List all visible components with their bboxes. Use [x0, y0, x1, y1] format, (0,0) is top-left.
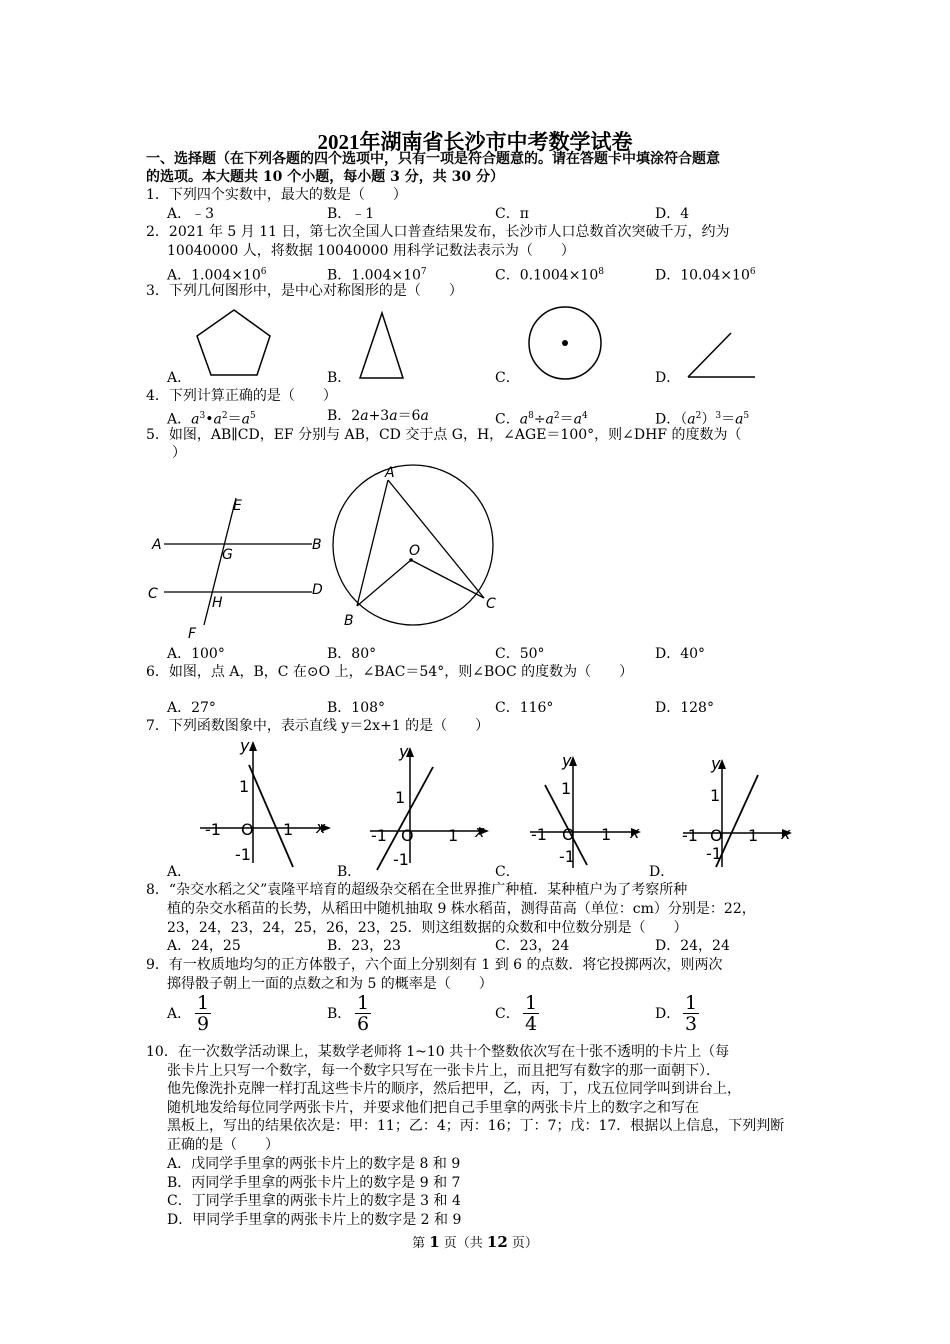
q5-stem-line2: ）	[172, 445, 186, 461]
circle-figure	[524, 303, 606, 385]
origin: O	[710, 826, 723, 845]
q5-option-b: B．80°	[327, 646, 377, 662]
q9-option-c-fraction: 1 4	[524, 992, 538, 1035]
q9-option-d-fraction: 1 3	[684, 992, 698, 1035]
tick-1: 1	[748, 826, 759, 845]
q1-option-d: D．4	[655, 206, 690, 222]
circle-o-figure	[330, 460, 505, 635]
section-heading-line2: 的选项。本大题共 10 个小题，每小题 3 分，共 30 分）	[146, 169, 504, 185]
q9-option-a-label: A．	[167, 1006, 192, 1022]
tick-neg1: -1	[559, 847, 575, 866]
q2-option-b: B．$1.004\times 10^7$	[327, 267, 427, 284]
tick-neg1: -1	[393, 850, 409, 869]
q4-option-b: B．2a+3a＝6a	[327, 408, 429, 424]
label-a: A	[385, 465, 395, 481]
x-label: x	[781, 824, 791, 843]
q10-stem-line1: 10．在一次数学活动课上，某数学老师将 1~10 共十个整数依次写在十张不透明的卡片上（每	[146, 1044, 730, 1060]
section-heading-line1: 一、选择题（在下列各题的四个选项中，只有一项是符合题意的。请在答题卡中填涂符合题意	[146, 151, 720, 167]
q4-option-a: A．$a^3•a^2=a^5$	[167, 411, 256, 428]
q10-option-c: C．丁同学手里拿的两张卡片上的数字是 3 和 4	[167, 1193, 461, 1209]
label-o: O	[409, 543, 421, 559]
tick-1: 1	[710, 786, 721, 805]
q10-stem-line6: 正确的是（ ）	[167, 1137, 279, 1153]
q2-stem-line2: 10040000 人，将数据 10040000 用科学记数法表示为（ ）	[167, 243, 575, 259]
tick-1: 1	[395, 788, 406, 807]
q2-option-a: A．$1.004\times 10^6$	[167, 267, 267, 284]
label-d: D	[312, 582, 323, 598]
q7-option-b: B．	[337, 864, 362, 880]
q3-option-d: D．	[655, 370, 681, 386]
q5-option-d: D．40°	[655, 646, 706, 662]
tick-1: 1	[601, 825, 612, 844]
label-g: G	[222, 547, 233, 563]
q1-option-b: B．﹣1	[327, 206, 375, 222]
graph-a	[195, 735, 335, 870]
triangle-figure	[355, 308, 410, 383]
q10-stem-line3: 他先像洗扑克牌一样打乱这些卡片的顺序，然后把甲，乙，丙，丁，戊五位同学叫到讲台上，	[167, 1081, 741, 1097]
parallel-lines-figure	[140, 490, 340, 640]
q2-stem-line1: 2．2021 年 5 月 11 日，第七次全国人口普查结果发布，长沙市人口总数首次突破千万，约为	[146, 224, 730, 240]
q6-option-b: B．108°	[327, 700, 386, 716]
tick-neg1: -1	[235, 845, 251, 864]
q10-stem-line4: 随机地发给每位同学两张卡片，并要求他们把自己手里拿的两张卡片上的数字之和写在	[167, 1100, 699, 1116]
q7-stem: 7．下列函数图象中，表示直线 y＝2x+1 的是（ ）	[146, 718, 490, 734]
label-e: E	[233, 498, 242, 514]
q9-option-c-label: C．	[495, 1006, 520, 1022]
q8-option-d: D．24，24	[655, 938, 730, 954]
label-a: A	[152, 537, 162, 553]
q6-option-d: D．128°	[655, 700, 714, 716]
tick-neg1: -1	[531, 825, 547, 844]
tick-1: 1	[283, 820, 294, 839]
angle-figure	[683, 328, 758, 383]
label-h: H	[212, 595, 223, 611]
pentagon-figure	[190, 305, 275, 380]
y-label: y	[711, 754, 721, 773]
q6-option-c: C．116°	[495, 700, 554, 716]
tick-1: 1	[239, 777, 250, 796]
graph-c	[525, 740, 655, 870]
q1-option-a: A．﹣3	[167, 206, 215, 222]
q8-stem-line1: 8．“杂交水稻之父”袁隆平培育的超级杂交稻在全世界推广种植．某种植户为了考察所种	[146, 882, 688, 898]
y-label: y	[399, 742, 409, 761]
q3-option-b: B．	[327, 370, 352, 386]
label-c: C	[486, 596, 496, 612]
q2-option-d: D．$10.04\times 10^6$	[655, 267, 756, 284]
q9-option-d-label: D．	[655, 1006, 681, 1022]
q9-option-a-fraction: 1 9	[196, 992, 210, 1035]
q10-option-b: B．丙同学手里拿的两张卡片上的数字是 9 和 7	[167, 1175, 461, 1191]
q9-stem-line1: 9．有一枚质地均匀的正方体骰子，六个面上分别刻有 1 到 6 的点数．将它投掷两次，则两次	[146, 957, 723, 973]
q5-stem-line1: 5．如图，AB∥CD，EF 分别与 AB，CD 交于点 G，H，∠AGE＝100°，则∠DHF 的度数为（	[146, 427, 742, 443]
q9-option-b-fraction: 1 6	[356, 992, 370, 1035]
page-footer: 第 1 页（共 12 页）	[412, 1233, 538, 1251]
label-f: F	[188, 626, 197, 642]
page-title: 2021年湖南省长沙市中考数学试卷	[317, 130, 633, 154]
q1-option-c: C．π	[495, 206, 529, 222]
q1-stem: 1．下列四个实数中，最大的数是（ ）	[146, 187, 407, 203]
q2-option-c: C．$0.1004\times 10^8$	[495, 267, 604, 284]
tick-neg1: -1	[371, 826, 387, 845]
origin: O	[401, 826, 414, 845]
q5-option-a: A．100°	[167, 646, 225, 662]
q4-stem: 4．下列计算正确的是（ ）	[146, 388, 337, 404]
tick-neg1: -1	[205, 820, 221, 839]
q6-stem: 6．如图，点 A，B，C 在⊙O 上，∠BAC＝54°，则∠BOC 的度数为（ ）	[146, 664, 634, 680]
q3-option-c: C．	[495, 370, 520, 386]
q10-option-d: D．甲同学手里拿的两张卡片上的数字是 2 和 9	[167, 1212, 462, 1228]
q10-stem-line2: 张卡片上只写一个数字，每一个数字只写在一张卡片上，而且把写有数字的那一面朝下）．	[167, 1063, 720, 1079]
q8-option-a: A．24，25	[167, 938, 241, 954]
x-label: x	[475, 822, 485, 841]
x-label: x	[630, 823, 640, 842]
label-b: B	[344, 613, 354, 629]
y-label: y	[240, 736, 250, 755]
q6-option-a: A．27°	[167, 700, 216, 716]
origin: O	[241, 820, 254, 839]
tick-1: 1	[448, 826, 459, 845]
label-c: C	[148, 586, 158, 602]
q10-stem-line5: 黑板上，写出的结果依次是：甲：11；乙：4；丙：16；丁：7；戊：17．根据以上信息，下列判断	[167, 1118, 785, 1134]
q4-option-d: D．$(a^2)^3=a^5$	[655, 411, 750, 428]
x-label: x	[316, 818, 326, 837]
q3-stem: 3．下列几何图形中，是中心对称图形的是（ ）	[146, 283, 463, 299]
q4-option-c: C．$a^8\div a^2=a^4$	[495, 411, 588, 428]
tick-neg1: -1	[706, 844, 722, 863]
q9-option-b-label: B．	[327, 1006, 352, 1022]
q8-stem-line3: 23，24，23，24，25，26，23，25．则这组数据的众数和中位数分别是（ ）	[167, 920, 688, 936]
q10-option-a: A．戊同学手里拿的两张卡片上的数字是 8 和 9	[167, 1156, 461, 1172]
label-b: B	[312, 537, 322, 553]
q8-option-b: B．23，23	[327, 938, 401, 954]
y-label: y	[562, 751, 572, 770]
q7-option-a: A．	[167, 864, 192, 880]
q3-option-a: A．	[167, 370, 192, 386]
tick-1: 1	[561, 779, 572, 798]
graph-b	[365, 735, 505, 870]
q8-stem-line2: 植的杂交水稻苗的长势，从稻田中随机抽取 9 株水稻苗，测得苗高（单位：cm）分别是：22，	[167, 901, 756, 917]
origin: O	[562, 825, 575, 844]
graph-d	[678, 745, 808, 870]
tick-neg1: -1	[682, 826, 698, 845]
q8-option-c: C．23，24	[495, 938, 570, 954]
q9-stem-line2: 掷得骰子朝上一面的点数之和为 5 的概率是（ ）	[167, 976, 493, 992]
q7-option-d: D．	[649, 864, 675, 880]
q5-option-c: C．50°	[495, 646, 545, 662]
q7-option-c: C．	[495, 864, 520, 880]
